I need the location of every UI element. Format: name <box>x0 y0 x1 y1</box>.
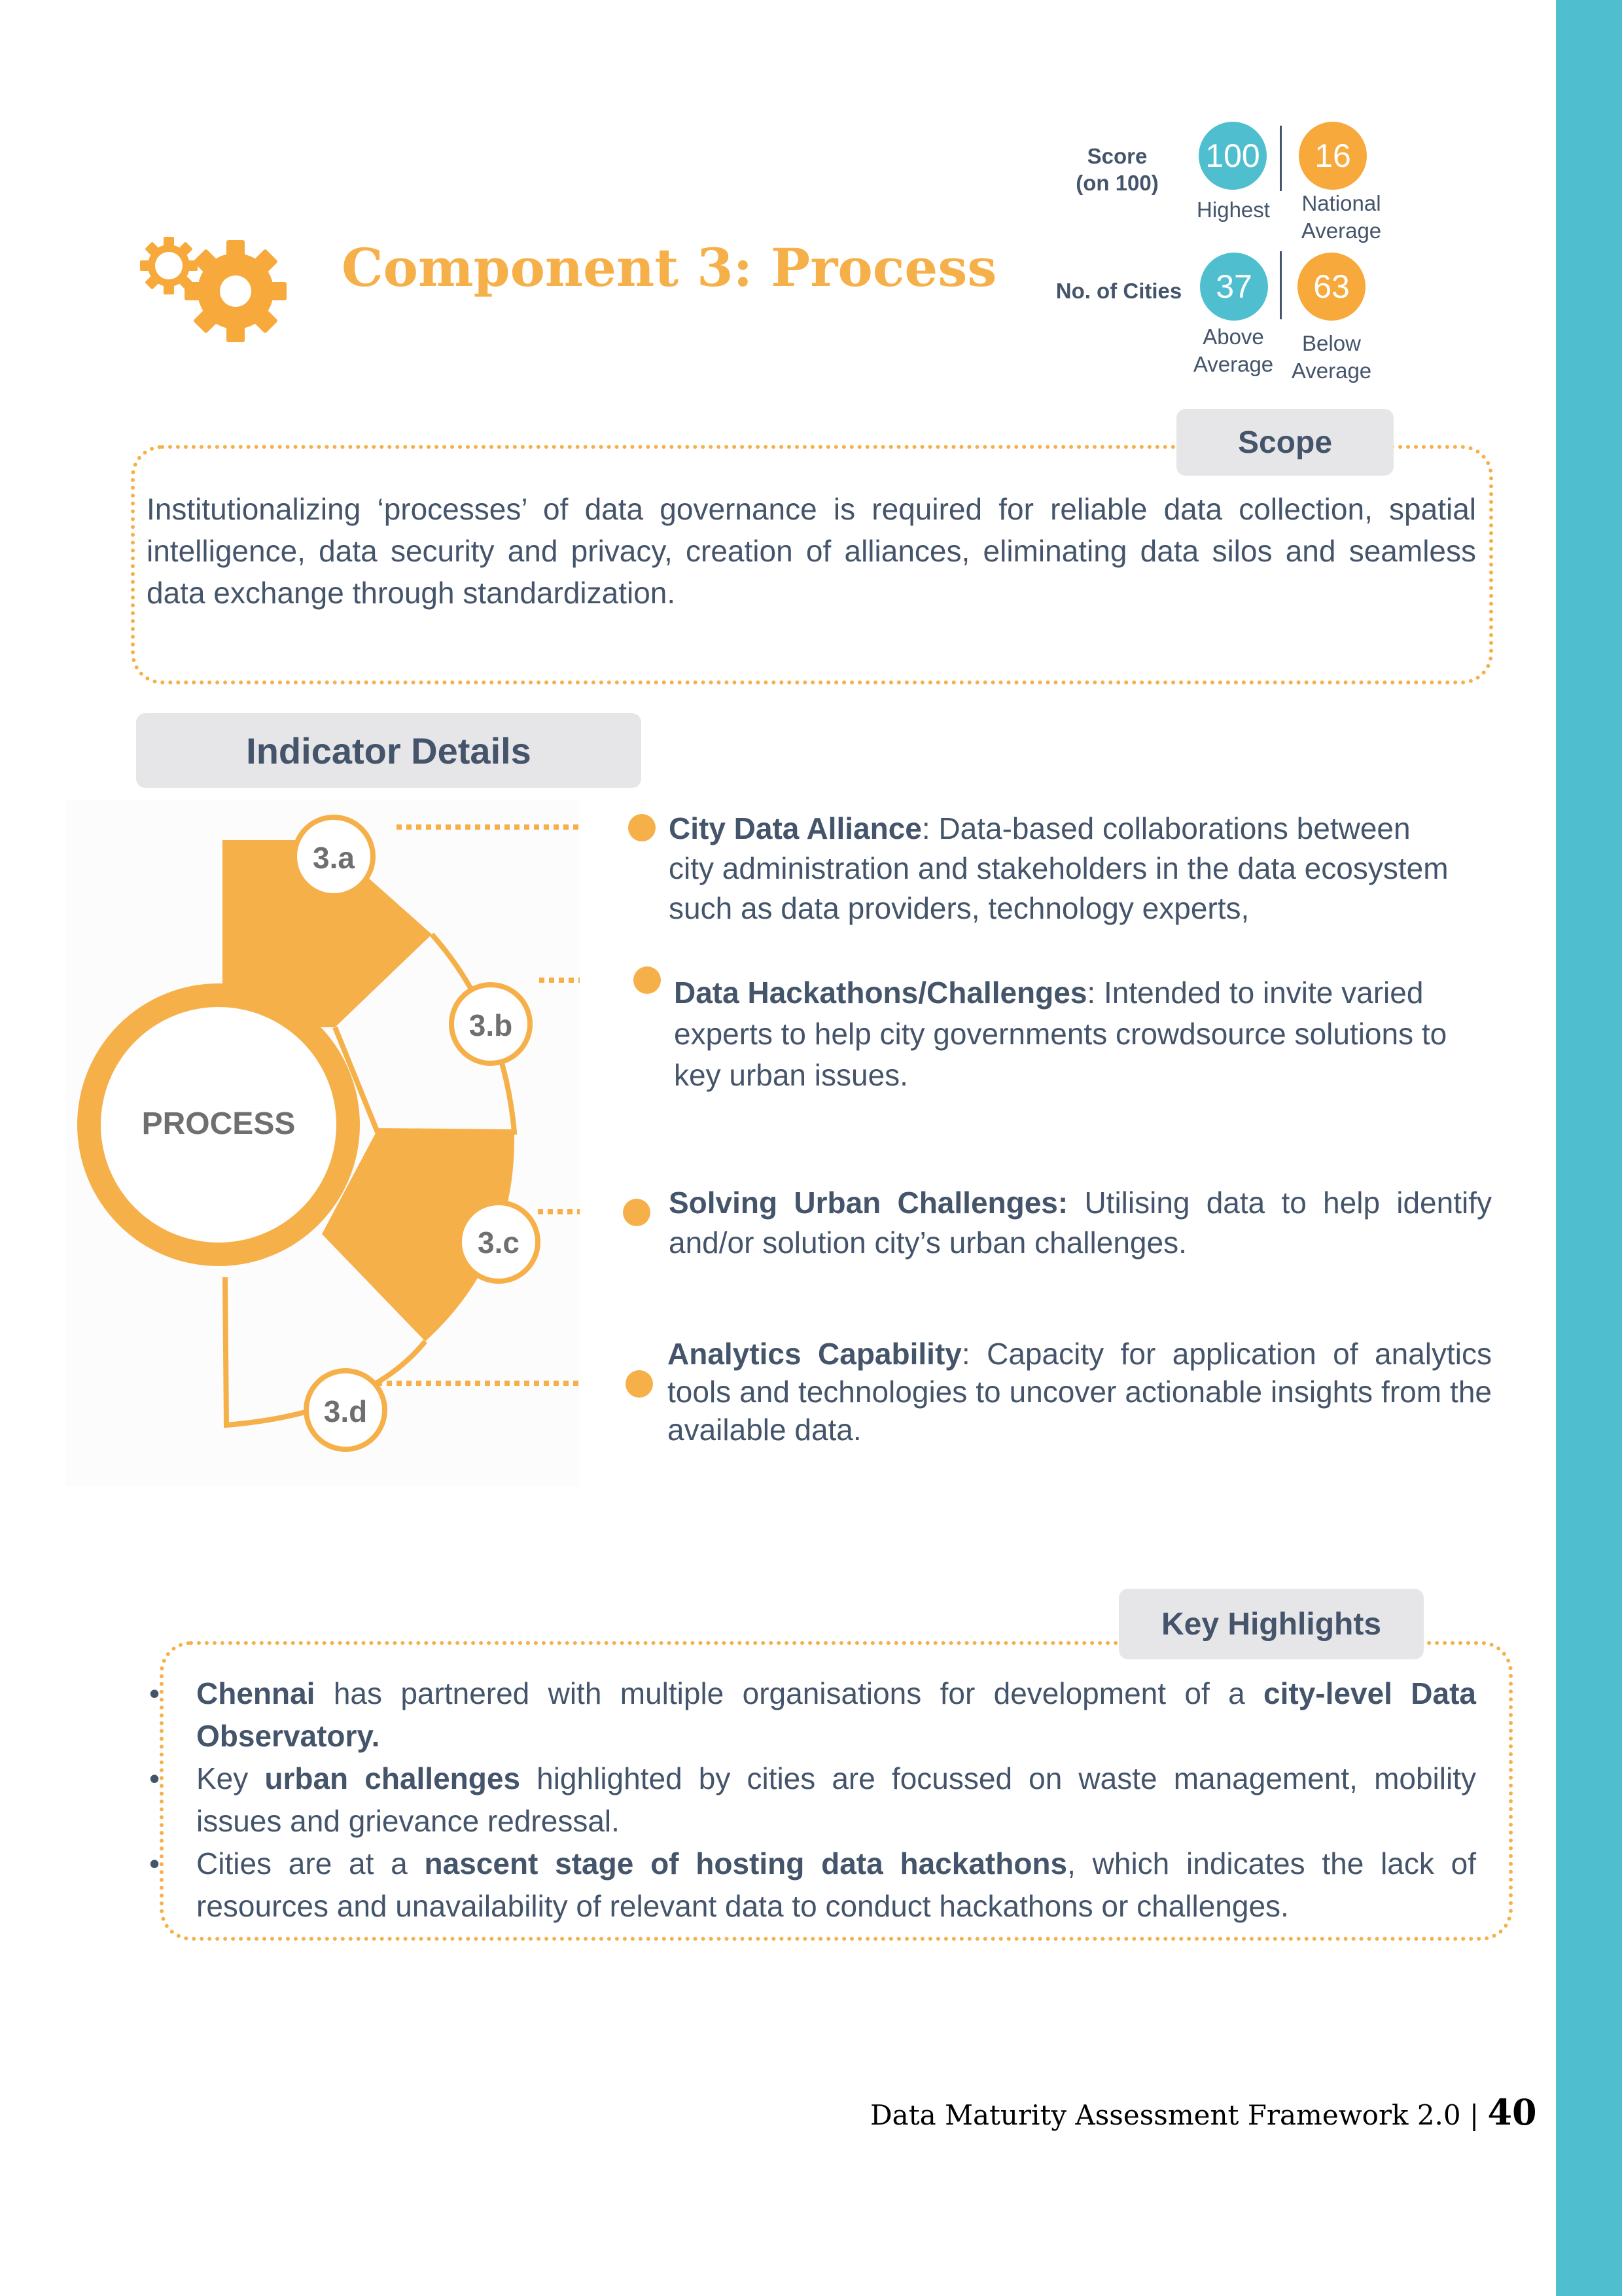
side-accent-bar <box>1556 0 1622 2296</box>
indicator-3c-sep <box>1068 1186 1084 1220</box>
score-highest-caption: Highest <box>1197 198 1270 222</box>
score-label: Score (on 100) <box>1076 144 1159 195</box>
connector-dot-3b <box>633 966 661 994</box>
cities-divider <box>1280 251 1282 319</box>
gears-icon <box>137 222 294 347</box>
highlight-3-part-3: , which indicates the lack of resources and unavailability of relevant data to conduct hackathons or challenges. <box>196 1846 1477 1923</box>
highlight-1-part-1: Chennai <box>196 1676 315 1710</box>
highlight-3-part-1: Cities are at a <box>196 1846 425 1881</box>
highlight-1-part-3: city-level Data Observatory. <box>196 1676 1476 1753</box>
cities-above-badge: 37 <box>1200 253 1268 321</box>
score-national-badge: 16 <box>1299 122 1367 190</box>
indicator-3b-title: Data Hackathons/Challenges <box>674 976 1087 1010</box>
connector-dot-3d <box>626 1370 653 1398</box>
indicator-3c-text <box>669 1183 1492 1263</box>
indicator-3a-desc: Data-based collaborations between city administration and stakeholders in the data ecosystem such as data providers, technology experts, <box>669 811 1449 925</box>
indicator-3d-text <box>667 1335 1492 1449</box>
score-national-caption: National Average <box>1301 191 1382 243</box>
process-label: PROCESS <box>141 1106 296 1141</box>
highlight-item <box>149 1757 1476 1843</box>
page-number: 40 <box>1487 2091 1537 2133</box>
highlight-1-part-2: has partnered with multiple organisations for development of a <box>315 1676 1264 1710</box>
indicator-3d-sep: : <box>961 1337 987 1371</box>
bullet: • <box>149 1676 160 1710</box>
node-3a-label: 3.a <box>313 841 355 875</box>
indicator-3a-title: City Data Alliance <box>669 811 922 845</box>
highlight-3-part-2: nascent stage of hosting data hackathons <box>424 1846 1068 1881</box>
indicator-3a-sep: : <box>921 811 939 845</box>
bullet: • <box>149 1761 160 1795</box>
cities-label: No. of Cities <box>1055 279 1182 303</box>
bullet: • <box>149 1846 160 1881</box>
cities-below-caption: Below Average <box>1291 331 1372 383</box>
indicator-details-tag: Indicator Details <box>136 713 641 788</box>
node-3d-label: 3.d <box>323 1394 368 1428</box>
score-divider <box>1280 126 1282 191</box>
footer-text: Data Maturity Assessment Framework 2.0 | <box>870 2099 1488 2131</box>
key-highlights-list <box>149 1672 1477 1928</box>
indicator-3c-desc: Utilising data to help identify and/or solution city’s urban challenges. <box>669 1186 1492 1260</box>
highlight-2-part-3: highlighted by cities are focussed on waste management, mobility issues and grievance redressal. <box>196 1761 1476 1838</box>
key-highlights-tag: Key Highlights <box>1119 1589 1424 1659</box>
score-highest-badge: 100 <box>1199 122 1267 190</box>
component-title: Component 3: Process <box>342 237 997 298</box>
process-diagram <box>65 800 580 1487</box>
connector-dot-3a <box>628 814 656 841</box>
scope-text: Institutionalizing ‘processes’ of data governance is required for reliable data collection, spatial intelligence, data security and privacy, creation of alliances, eliminating data silos and seamless data exchange through standardization. <box>147 492 1476 610</box>
highlight-2-part-1: Key <box>196 1761 265 1795</box>
highlight-item <box>149 1843 1477 1928</box>
indicator-3d-desc: Capacity for application of analytics tools and technologies to uncover actionable insights from the available data. <box>667 1337 1492 1447</box>
indicator-3a-text <box>669 809 1454 928</box>
indicator-3b-text <box>674 972 1472 1096</box>
indicator-3b-desc: Intended to invite varied experts to help city governments crowdsource solutions to key urban issues. <box>674 976 1447 1092</box>
scope-tag: Scope <box>1176 409 1394 476</box>
highlight-2-part-2: urban challenges <box>264 1761 521 1795</box>
cities-below-badge: 63 <box>1297 253 1366 321</box>
page-footer <box>870 2091 1537 2133</box>
highlight-item <box>149 1672 1476 1757</box>
cities-above-caption: Above Average <box>1193 325 1274 376</box>
indicator-3d-title: Analytics Capability <box>667 1337 962 1371</box>
indicator-3b-sep: : <box>1087 976 1104 1010</box>
node-3c-label: 3.c <box>478 1226 520 1260</box>
indicator-3c-title: Solving Urban Challenges: <box>669 1186 1068 1220</box>
connector-dot-3c <box>623 1199 650 1226</box>
node-3b-label: 3.b <box>468 1008 513 1042</box>
